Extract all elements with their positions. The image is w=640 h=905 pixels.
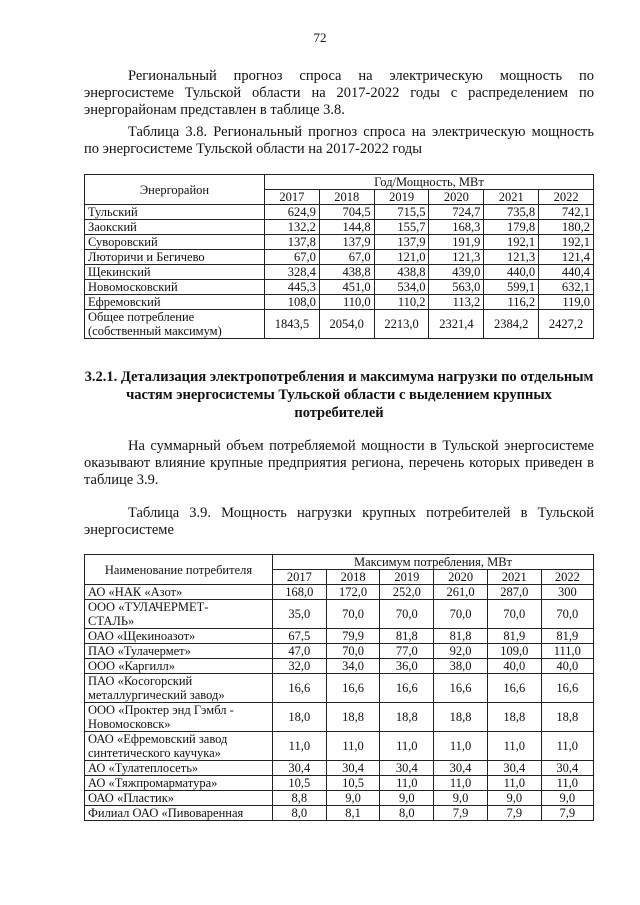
- t39-value-cell: 168,0: [273, 585, 327, 600]
- table-row: [85, 806, 594, 821]
- t38-value-cell: 440,0: [484, 265, 539, 280]
- t39-consumer-name-line1: ОАО «Пластик»: [88, 791, 175, 805]
- table-row-total: [85, 310, 594, 339]
- table-row: [85, 250, 594, 265]
- t39-value-cell: 30,4: [487, 761, 541, 776]
- t38-total-label-line1: Общее потребление: [88, 310, 195, 324]
- t38-value-cell: 110,2: [374, 295, 429, 310]
- intro-text: Региональный прогноз спроса на электрическую мощность по энергосистеме Тульской области на 2017-2022 годы с распределением по энергорайонам представлен в таблице 3.8.: [84, 68, 594, 118]
- t39-consumer-name: [85, 776, 273, 791]
- t38-region-name: Ефремовский: [85, 295, 265, 310]
- t38-year-header: 2020: [429, 190, 484, 205]
- t38-value-cell: 742,1: [539, 205, 594, 220]
- t39-consumer-name-line1: ООО «ТУЛАЧЕРМЕТ-: [88, 600, 209, 614]
- table39-caption: [84, 505, 594, 539]
- t39-value-cell: 67,5: [273, 629, 327, 644]
- t39-value-cell: 7,9: [541, 806, 593, 821]
- t38-total-value: 1843,5: [265, 310, 320, 339]
- t39-value-cell: 11,0: [273, 732, 327, 761]
- t39-value-cell: 34,0: [326, 659, 380, 674]
- t39-value-cell: 8,8: [273, 791, 327, 806]
- t38-value-cell: 121,3: [484, 250, 539, 265]
- t39-value-cell: 18,8: [380, 703, 434, 732]
- t38-value-cell: 108,0: [265, 295, 320, 310]
- t39-value-cell: 81,8: [434, 629, 488, 644]
- t38-total-value: 2384,2: [484, 310, 539, 339]
- t39-value-cell: 40,0: [487, 659, 541, 674]
- t38-col-header: Энергорайон: [85, 175, 265, 205]
- t39-consumer-name: [85, 659, 273, 674]
- t39-value-cell: 16,6: [273, 674, 327, 703]
- t39-value-cell: 30,4: [273, 761, 327, 776]
- t39-value-cell: 11,0: [487, 732, 541, 761]
- t38-value-cell: 180,2: [539, 220, 594, 235]
- t38-value-cell: 119,0: [539, 295, 594, 310]
- t39-value-cell: 35,0: [273, 600, 327, 629]
- t39-consumer-name-line1: ООО «Проктер энд Гэмбл -: [88, 703, 234, 717]
- t39-value-cell: 18,8: [434, 703, 488, 732]
- table-3-8: [84, 174, 594, 339]
- t39-value-cell: 77,0: [380, 644, 434, 659]
- table-row: [85, 220, 594, 235]
- table38-caption: [84, 124, 594, 158]
- t39-value-cell: 172,0: [326, 585, 380, 600]
- t39-value-cell: 8,0: [273, 806, 327, 821]
- body-text: На суммарный объем потребляемой мощности в Тульской энергосистеме оказывают влияние крупные предприятия региона, перечень которых приведен в таблице 3.9.: [84, 438, 594, 488]
- t38-value-cell: 534,0: [374, 280, 429, 295]
- t39-consumer-name: [85, 644, 273, 659]
- t38-value-cell: 121,3: [429, 250, 484, 265]
- t39-consumer-name: [85, 791, 273, 806]
- table-row: [85, 732, 594, 761]
- intro-paragraph: [84, 68, 594, 119]
- t38-value-cell: 735,8: [484, 205, 539, 220]
- table-row: [85, 703, 594, 732]
- t38-value-cell: 328,4: [265, 265, 320, 280]
- t39-year-header: 2020: [434, 570, 488, 585]
- table38-caption-text: Таблица 3.8. Региональный прогноз спроса на электрическую мощность по энергосистеме Тульской области на 2017-2022 годы: [84, 124, 594, 157]
- table-row: [85, 659, 594, 674]
- t38-value-cell: 438,8: [374, 265, 429, 280]
- t39-value-cell: 16,6: [487, 674, 541, 703]
- t39-value-cell: 8,0: [380, 806, 434, 821]
- t38-value-cell: 67,0: [265, 250, 320, 265]
- body-paragraph: [84, 438, 594, 489]
- t39-value-cell: 9,0: [434, 791, 488, 806]
- table-row: [85, 674, 594, 703]
- t39-value-cell: 81,8: [380, 629, 434, 644]
- t39-value-cell: 16,6: [326, 674, 380, 703]
- t39-value-cell: 47,0: [273, 644, 327, 659]
- t38-value-cell: 137,8: [265, 235, 320, 250]
- t38-value-cell: 137,9: [374, 235, 429, 250]
- t39-value-cell: 30,4: [541, 761, 593, 776]
- t39-group-header: Максимум потребления, МВт: [273, 555, 594, 570]
- t38-value-cell: 155,7: [374, 220, 429, 235]
- t39-consumer-name-line2: металлургический завод»: [88, 688, 225, 702]
- t38-value-cell: 168,3: [429, 220, 484, 235]
- section-heading: 3.2.1. Детализация электропотребления и максимума нагрузки по отдельным частям энергосистемы Тульской области с выделением крупных потребителей: [84, 369, 594, 421]
- t38-value-cell: 121,4: [539, 250, 594, 265]
- t39-value-cell: 36,0: [380, 659, 434, 674]
- t39-value-cell: 18,0: [273, 703, 327, 732]
- t38-region-name: Тульский: [85, 205, 265, 220]
- table-row: [85, 205, 594, 220]
- t39-value-cell: 79,9: [326, 629, 380, 644]
- t38-value-cell: 116,2: [484, 295, 539, 310]
- t38-region-name: Новомосковский: [85, 280, 265, 295]
- page-number: 72: [313, 30, 327, 45]
- t39-year-header: 2019: [380, 570, 434, 585]
- t39-value-cell: 9,0: [326, 791, 380, 806]
- t39-consumer-name-line1: ООО «Каргилл»: [88, 659, 175, 673]
- table-row: [85, 644, 594, 659]
- t38-total-value: 2321,4: [429, 310, 484, 339]
- t39-consumer-name: [85, 703, 273, 732]
- t39-value-cell: 10,5: [273, 776, 327, 791]
- t39-value-cell: 11,0: [380, 732, 434, 761]
- t39-value-cell: 92,0: [434, 644, 488, 659]
- t39-year-header: 2018: [326, 570, 380, 585]
- t38-region-name: Суворовский: [85, 235, 265, 250]
- table-row: [85, 265, 594, 280]
- t38-value-cell: 724,7: [429, 205, 484, 220]
- t39-value-cell: 70,0: [541, 600, 593, 629]
- table39-caption-text: Таблица 3.9. Мощность нагрузки крупных потребителей в Тульской энергосистеме: [84, 505, 594, 538]
- t38-group-header: Год/Мощность, МВт: [265, 175, 594, 190]
- t39-value-cell: 111,0: [541, 644, 593, 659]
- table-row: [85, 585, 594, 600]
- t38-value-cell: 144,8: [319, 220, 374, 235]
- table-row: [85, 761, 594, 776]
- t39-consumer-name-line1: ПАО «Косогорский: [88, 674, 193, 688]
- t39-value-cell: 32,0: [273, 659, 327, 674]
- t39-value-cell: 81,9: [487, 629, 541, 644]
- t38-value-cell: 110,0: [319, 295, 374, 310]
- t39-consumer-name-line1: АО «Тяжпромарматура»: [88, 776, 218, 790]
- t38-region-name: Щекинский: [85, 265, 265, 280]
- table-3-9: [84, 554, 594, 821]
- t38-value-cell: 132,2: [265, 220, 320, 235]
- t39-consumer-name: [85, 629, 273, 644]
- t39-value-cell: 70,0: [487, 600, 541, 629]
- t38-value-cell: 632,1: [539, 280, 594, 295]
- t39-value-cell: 38,0: [434, 659, 488, 674]
- t39-value-cell: 261,0: [434, 585, 488, 600]
- t38-value-cell: 438,8: [319, 265, 374, 280]
- t38-total-value: 2054,0: [319, 310, 374, 339]
- t38-year-header: 2018: [319, 190, 374, 205]
- t39-consumer-name-line1: ОАО «Щекиноазот»: [88, 629, 196, 643]
- t39-value-cell: 9,0: [541, 791, 593, 806]
- t39-value-cell: 18,8: [326, 703, 380, 732]
- t38-region-name: Заокский: [85, 220, 265, 235]
- t39-value-cell: 11,0: [487, 776, 541, 791]
- table-row: [85, 235, 594, 250]
- t38-value-cell: 67,0: [319, 250, 374, 265]
- t38-value-cell: 439,0: [429, 265, 484, 280]
- t38-value-cell: 445,3: [265, 280, 320, 295]
- t39-year-header: 2022: [541, 570, 593, 585]
- t39-value-cell: 109,0: [487, 644, 541, 659]
- t39-value-cell: 11,0: [434, 776, 488, 791]
- t38-total-label: [85, 310, 265, 339]
- t39-value-cell: 70,0: [380, 600, 434, 629]
- t39-consumer-name: [85, 674, 273, 703]
- t39-consumer-name-line1: Филиал ОАО «Пивоваренная: [88, 806, 244, 820]
- t38-value-cell: 624,9: [265, 205, 320, 220]
- t38-value-cell: 191,9: [429, 235, 484, 250]
- t39-consumer-name-line1: ПАО «Тулачермет»: [88, 644, 191, 658]
- t39-value-cell: 300: [541, 585, 593, 600]
- t38-value-cell: 715,5: [374, 205, 429, 220]
- t39-value-cell: 18,8: [541, 703, 593, 732]
- t39-value-cell: 11,0: [380, 776, 434, 791]
- t39-value-cell: 8,1: [326, 806, 380, 821]
- t39-year-header: 2017: [273, 570, 327, 585]
- t39-value-cell: 7,9: [434, 806, 488, 821]
- t39-value-cell: 70,0: [434, 600, 488, 629]
- t39-value-cell: 10,5: [326, 776, 380, 791]
- t39-value-cell: 11,0: [326, 732, 380, 761]
- t38-total-value: 2427,2: [539, 310, 594, 339]
- t39-value-cell: 11,0: [541, 732, 593, 761]
- t38-value-cell: 599,1: [484, 280, 539, 295]
- t38-value-cell: 192,1: [484, 235, 539, 250]
- t38-total-label-line2: (собственный максимум): [88, 324, 222, 338]
- t39-value-cell: 7,9: [487, 806, 541, 821]
- t39-col-header: Наименование потребителя: [85, 555, 273, 585]
- t38-region-name: Лютoричи и Бегичево: [85, 250, 265, 265]
- t38-value-cell: 704,5: [319, 205, 374, 220]
- table-row: [85, 280, 594, 295]
- t39-value-cell: 16,6: [434, 674, 488, 703]
- t39-value-cell: 40,0: [541, 659, 593, 674]
- t39-value-cell: 11,0: [434, 732, 488, 761]
- t39-value-cell: 11,0: [541, 776, 593, 791]
- t38-value-cell: 121,0: [374, 250, 429, 265]
- t39-consumer-name-line1: АО «НАК «Азот»: [88, 585, 183, 599]
- t39-consumer-name: [85, 732, 273, 761]
- t38-value-cell: 137,9: [319, 235, 374, 250]
- table-row: [85, 776, 594, 791]
- t39-value-cell: 30,4: [380, 761, 434, 776]
- t39-consumer-name: [85, 600, 273, 629]
- t39-consumer-name-line1: АО «Тулатеплосеть»: [88, 761, 199, 775]
- t39-value-cell: 30,4: [434, 761, 488, 776]
- t39-consumer-name: [85, 806, 273, 821]
- t38-year-header: 2017: [265, 190, 320, 205]
- t39-value-cell: 70,0: [326, 600, 380, 629]
- t39-value-cell: 30,4: [326, 761, 380, 776]
- t38-value-cell: 179,8: [484, 220, 539, 235]
- t38-year-header: 2021: [484, 190, 539, 205]
- t38-year-header: 2019: [374, 190, 429, 205]
- t38-total-value: 2213,0: [374, 310, 429, 339]
- t39-consumer-name-line2: СТАЛЬ»: [88, 614, 135, 628]
- table-row: [85, 295, 594, 310]
- t39-year-header: 2021: [487, 570, 541, 585]
- table-row: [85, 600, 594, 629]
- t38-value-cell: 192,1: [539, 235, 594, 250]
- table-row: [85, 791, 594, 806]
- t39-value-cell: 81,9: [541, 629, 593, 644]
- t38-value-cell: 113,2: [429, 295, 484, 310]
- t38-value-cell: 440,4: [539, 265, 594, 280]
- t39-consumer-name: [85, 585, 273, 600]
- t38-year-header: 2022: [539, 190, 594, 205]
- t39-value-cell: 70,0: [326, 644, 380, 659]
- t38-value-cell: 563,0: [429, 280, 484, 295]
- t39-value-cell: 287,0: [487, 585, 541, 600]
- t39-consumer-name-line2: синтетического каучука»: [88, 746, 221, 760]
- t39-value-cell: 9,0: [380, 791, 434, 806]
- t39-value-cell: 16,6: [380, 674, 434, 703]
- t39-consumer-name: [85, 761, 273, 776]
- t38-value-cell: 451,0: [319, 280, 374, 295]
- t39-consumer-name-line1: ОАО «Ефремовский завод: [88, 732, 228, 746]
- t39-value-cell: 9,0: [487, 791, 541, 806]
- t39-value-cell: 252,0: [380, 585, 434, 600]
- t39-value-cell: 16,6: [541, 674, 593, 703]
- t39-value-cell: 18,8: [487, 703, 541, 732]
- table-row: [85, 629, 594, 644]
- t39-consumer-name-line2: Новомосковск»: [88, 717, 171, 731]
